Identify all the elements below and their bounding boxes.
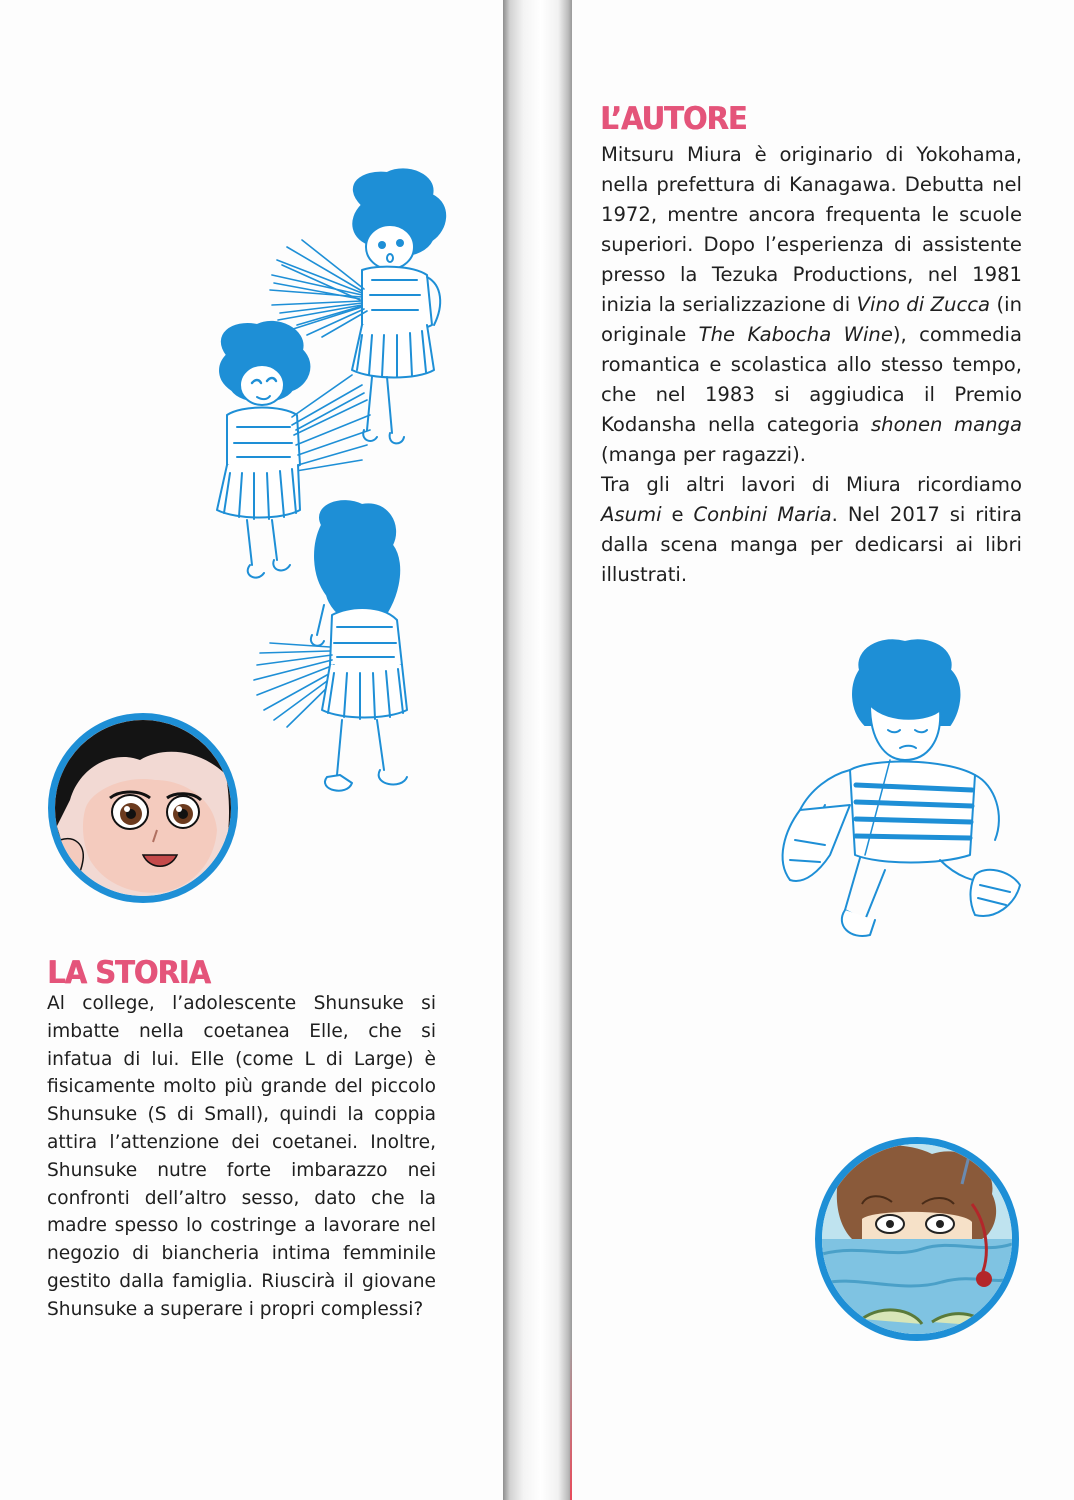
story-heading: LA STORIA [47, 954, 210, 991]
work-title: Vino di Zucca [856, 293, 991, 316]
story-paragraph: Al college, l’adolescente Shunsuke si imbatte nella coetanea Elle, che si infatua di lui. Elle (come L di Large) è fisicamente molto più grande del piccolo Shunsuke (S di Small), quindi la coppia attira l’attenzione dei coetanei. Inoltre, Shunsuke nutre forte imbarazzo nei confronti dell’altro sesso, dato che la madre spesso lo costringe a lavorare nel negozio di biancheria intima femminile gestito dalla famiglia. Riuscirà il giovane Shunsuke a superare i propri complessi? [47, 993, 436, 1320]
work-title: Conbini Maria [693, 503, 832, 526]
shunsuke-walking-illustration-icon [770, 630, 1030, 960]
page-gutter [503, 0, 572, 1500]
work-title: Asumi [601, 503, 662, 526]
story-text [47, 990, 436, 1324]
author-paragraph-1: Mitsuru Miura è originario di Yokohama, nella prefettura di Kanagawa. Debutta nel 1972, mentre ancora frequenta le scuole superiori. Dopo l’esperienza di assistente presso la Tezuka Productions, nel 1981 inizia la serializzazione di Vino di Zucca (in originale The Kabocha Wine), commedia romantica e scolastica allo stesso tempo, che nel 1983 si aggiudica il Premio Kodansha nella categoria shonen manga (manga per ragazzi). [601, 143, 1022, 466]
elle-portrait-icon [48, 713, 238, 903]
shunsuke-portrait-icon [815, 1137, 1019, 1341]
category-term: shonen manga [870, 413, 1022, 436]
cheerleaders-illustration-icon [212, 165, 502, 825]
author-heading: L’AUTORE [600, 100, 747, 137]
author-text [601, 140, 1022, 590]
author-paragraph-2: Tra gli altri lavori di Miura ricordiamo Asumi e Conbini Maria. Nel 2017 si ritira dalla scena manga per dedicarsi ai libri illustrati. [601, 473, 1022, 586]
work-original-title: The Kabocha Wine [698, 323, 893, 346]
